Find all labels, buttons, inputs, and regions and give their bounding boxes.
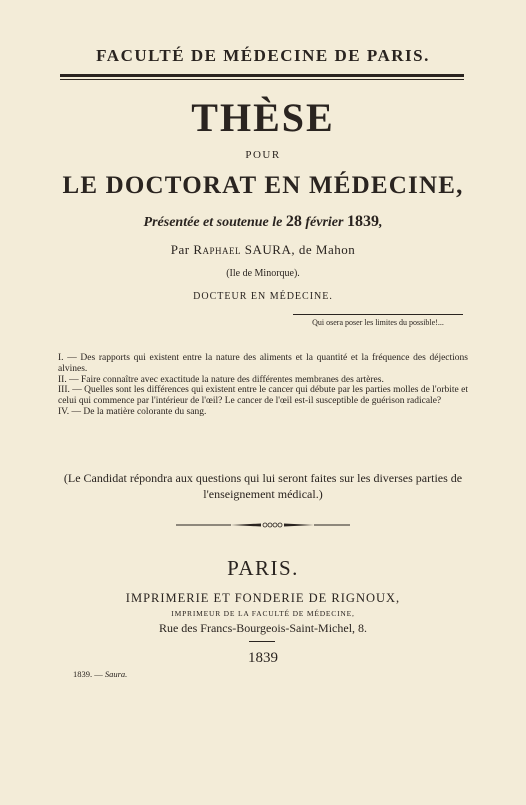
ornament-divider — [176, 521, 350, 529]
presentation-month: février — [301, 215, 347, 230]
epigraph-rule — [293, 314, 463, 315]
footer-signature — [73, 669, 127, 679]
presentation-prefix: Présentée et soutenue le — [143, 215, 286, 230]
header-rule-thick — [60, 74, 464, 77]
author-par: Par — [170, 242, 194, 257]
faculty-heading: FACULTÉ DE MÉDECINE DE PARIS. — [96, 46, 430, 65]
footer-dash: — — [92, 669, 105, 679]
header-rule-thin — [60, 79, 464, 80]
epigraph: Qui osera poser les limites du possible!... — [312, 318, 444, 327]
imprint-address: Rue des Francs-Bourgeois-Saint-Michel, 8. — [158, 621, 368, 635]
pour-label: POUR — [245, 149, 281, 161]
doctorate-title: LE DOCTORAT EN MÉDECINE, — [62, 172, 464, 199]
question-item: II. — Faire connaître avec exactitude la nature des différentes membranes des artères. — [58, 374, 384, 385]
imprint-year: 1839 — [248, 650, 278, 666]
presentation-day: 28 — [285, 213, 302, 230]
footer-name: Saura. — [104, 669, 128, 679]
thesis-title: THÈSE — [191, 95, 335, 140]
author-line — [0, 242, 526, 258]
author-surname: SAURA — [241, 242, 292, 257]
question-item: III. — Quelles sont les différences qui existent entre le cancer qui débute par les parties molles de l'orbite et celui qui commence par l'intérieur de l'œil? Le cancer de l'œil est-il susceptible de guérison radicale? — [58, 385, 468, 407]
author-origin: , de Mahon — [291, 242, 356, 257]
year-rule — [249, 641, 275, 642]
presentation-year: 1839 — [346, 213, 379, 230]
presentation-suffix: , — [378, 215, 383, 230]
imprint-printer: IMPRIMERIE ET FONDERIE DE RIGNOUX, — [125, 591, 401, 605]
candidate-note: (Le Candidat répondra aux questions qui lui seront faites sur les diverses parties de l'enseignement médical.) — [63, 471, 463, 501]
questions-list — [58, 353, 468, 418]
author-degree: DOCTEUR EN MÉDECINE. — [193, 291, 333, 302]
footer-year: 1839. — [73, 669, 93, 679]
presentation-line — [0, 213, 526, 231]
question-item: I. — Des rapports qui existent entre la nature des aliments et la quantité et la fréquence des déjections alvines. — [58, 353, 468, 374]
author-first-name: Raphael — [193, 242, 242, 257]
imprint-printer-title: IMPRIMEUR DE LA FACULTÉ DE MÉDECINE, — [171, 609, 355, 618]
author-island: (Ile de Minorque). — [226, 268, 300, 279]
imprint-city: PARIS. — [227, 556, 299, 580]
question-item: IV. — De la matière colorante du sang. — [58, 406, 207, 417]
